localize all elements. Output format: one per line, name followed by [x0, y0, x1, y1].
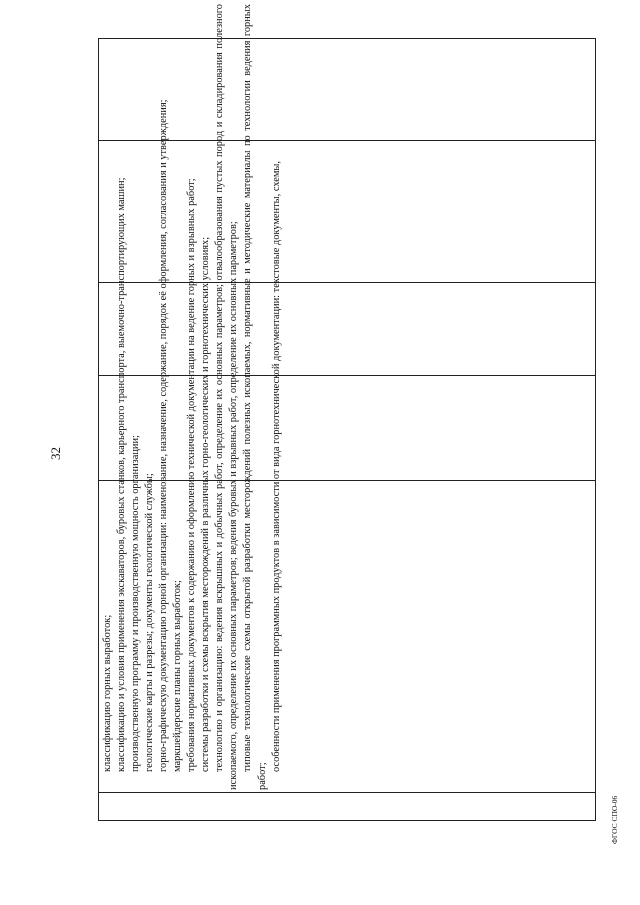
cell-paragraph: геологические карты и разрезы; документы геологической службы;: [144, 473, 156, 772]
cell-paragraph: классификацию горных выработок;: [102, 614, 113, 772]
footer-label: ФГОС СПО-06: [610, 795, 619, 844]
cell-paragraph: особенности применения программных продуктов в зависимости от вида горнотехнической документации: текстовые документы, схемы,: [270, 161, 282, 772]
table-border-left: [98, 38, 99, 820]
cell-paragraph: системы разработки и схемы вскрытия месторождений в различных горно-геологических и горнотехнических условиях;: [200, 236, 212, 772]
cell-paragraph: маркшейдерские планы горных выработок;: [172, 580, 184, 772]
cell-paragraph: классификацию и условия применения экскаваторов, буровых станков, карьерного транспорта, выемочно-транспортирующих машин;: [116, 177, 128, 772]
cell-paragraph: производственную программу и производственную мощность организации;: [130, 435, 142, 772]
table-border-bottom: [98, 820, 596, 821]
cell-paragraph: требования нормативных документов к содержанию и оформлению технической документации на ведение горных и взрывных работ;: [186, 178, 198, 772]
cell-paragraph: горно-графическую документацию горной организации: наименование, назначение, содержание, порядок её оформления, согласования и утверждения;: [158, 99, 170, 772]
page-number: 32: [48, 447, 63, 460]
table-border-right: [595, 38, 596, 820]
column-divider: [98, 792, 596, 793]
cell-paragraph: типовые технологические схемы открытой разработки месторождений полезных ископаемых, нормативные и методические материалы по технологии ведения горных работ;: [242, 4, 268, 790]
competency-cell-text: [101, 4, 284, 790]
cell-paragraph: технологию и организацию: ведения вскрышных и добычных работ, определение их основных параметров; отвалообразования пустых пород и складирования полезного ископаемого, определение их основных параметров; ведения буровых и взрывных работ, определение их основных параметров;: [214, 4, 240, 790]
